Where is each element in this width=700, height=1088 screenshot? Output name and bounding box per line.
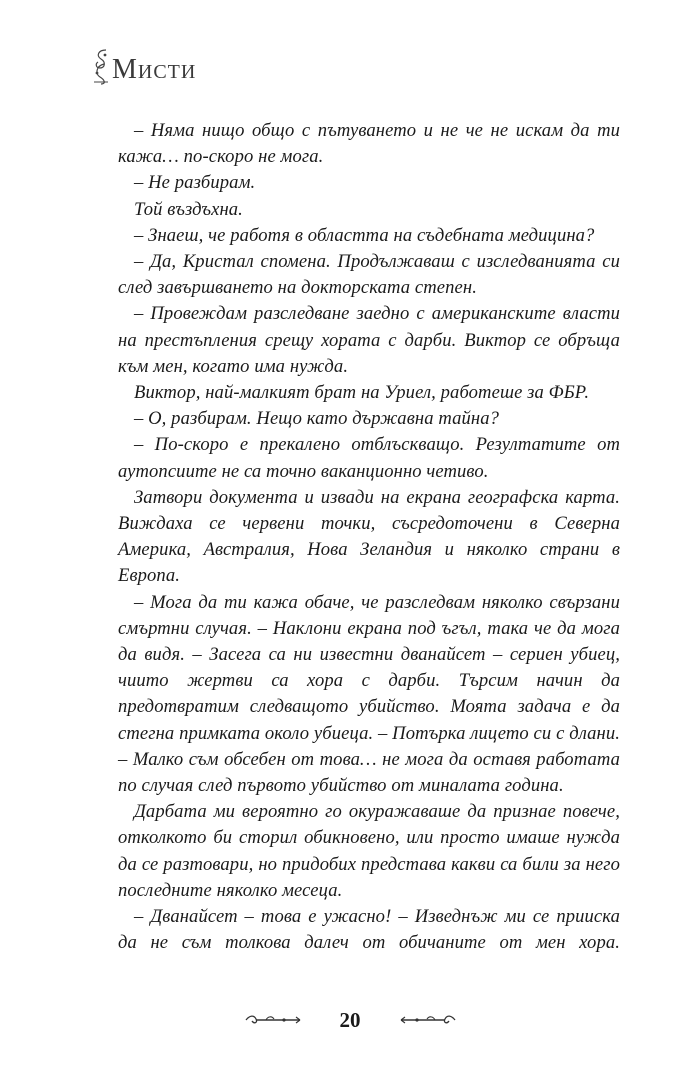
book-title: Мисти <box>112 54 197 85</box>
paragraph: – Да, Кристал спомена. Продължаваш с изследванията си след завършването на докторската степен. <box>118 251 620 299</box>
paragraph: – Знаеш, че работя в областта на съдебната медицина? <box>134 224 595 246</box>
paragraph: – Мога да ти кажа обаче, че разследвам няколко свързани смъртни случая. – Наклони екрана под ъгъл, така че да мога да видя. – Засега са ни известни дванайсет – сериен убиец, чиито жертви са хора с дарби. Търсим начин да предотвратим следващото убийство. Моята задача е да стегна примката около убиеца. – Потърка лицето си с длани. – Малко съм обсебен от това… не мога да оставя работата по случая след първото убийство от миналата година. <box>118 591 620 797</box>
paragraph: – Дванайсет – това е ужасно! – Изведнъж ми се прииска да не съм толкова далеч от обичаните от мен хора. <box>118 906 620 954</box>
paragraph: – Не разбирам. <box>134 172 256 194</box>
decorative-initial-ornament-icon <box>92 46 110 86</box>
page-body <box>118 118 620 957</box>
paragraph: Той въздъхна. <box>134 198 243 220</box>
paragraph: – Провеждам разследване заедно с американските власти на престъпления срещу хората с дарби. Виктор се обръща към мен, когато има нужда. <box>118 303 620 377</box>
left-flourish-icon <box>244 1013 304 1027</box>
page-number: 20 <box>339 1007 361 1032</box>
running-header <box>92 42 196 86</box>
page-footer <box>0 1000 700 1040</box>
paragraph: Затвори документа и извади на екрана географска карта. Виждаха се червени точки, съсредоточени в Северна Америка, Австралия, Нова Зеландия и няколко страни в Европа. <box>118 486 620 587</box>
right-flourish-icon <box>397 1013 457 1027</box>
paragraph: – По-скоро е прекалено отблъскващо. Резултатите от аутопсиите не са точно ваканционно четиво. <box>118 434 620 482</box>
paragraph: – О, разбирам. Нещо като държавна тайна? <box>134 408 500 430</box>
paragraph: – Няма нищо общо с пътуването и не че не искам да ти кажа… по-скоро не мога. <box>118 120 620 168</box>
paragraph: Виктор, най-малкият брат на Уриел, работеше за ФБР. <box>134 382 590 404</box>
paragraph: Дарбата ми вероятно го окуражаваше да признае повече, отколкото би сторил обикновено, или просто имаше нужда да се разтовари, но придобих представа какви са били за него последните няколко месеца. <box>118 801 620 901</box>
